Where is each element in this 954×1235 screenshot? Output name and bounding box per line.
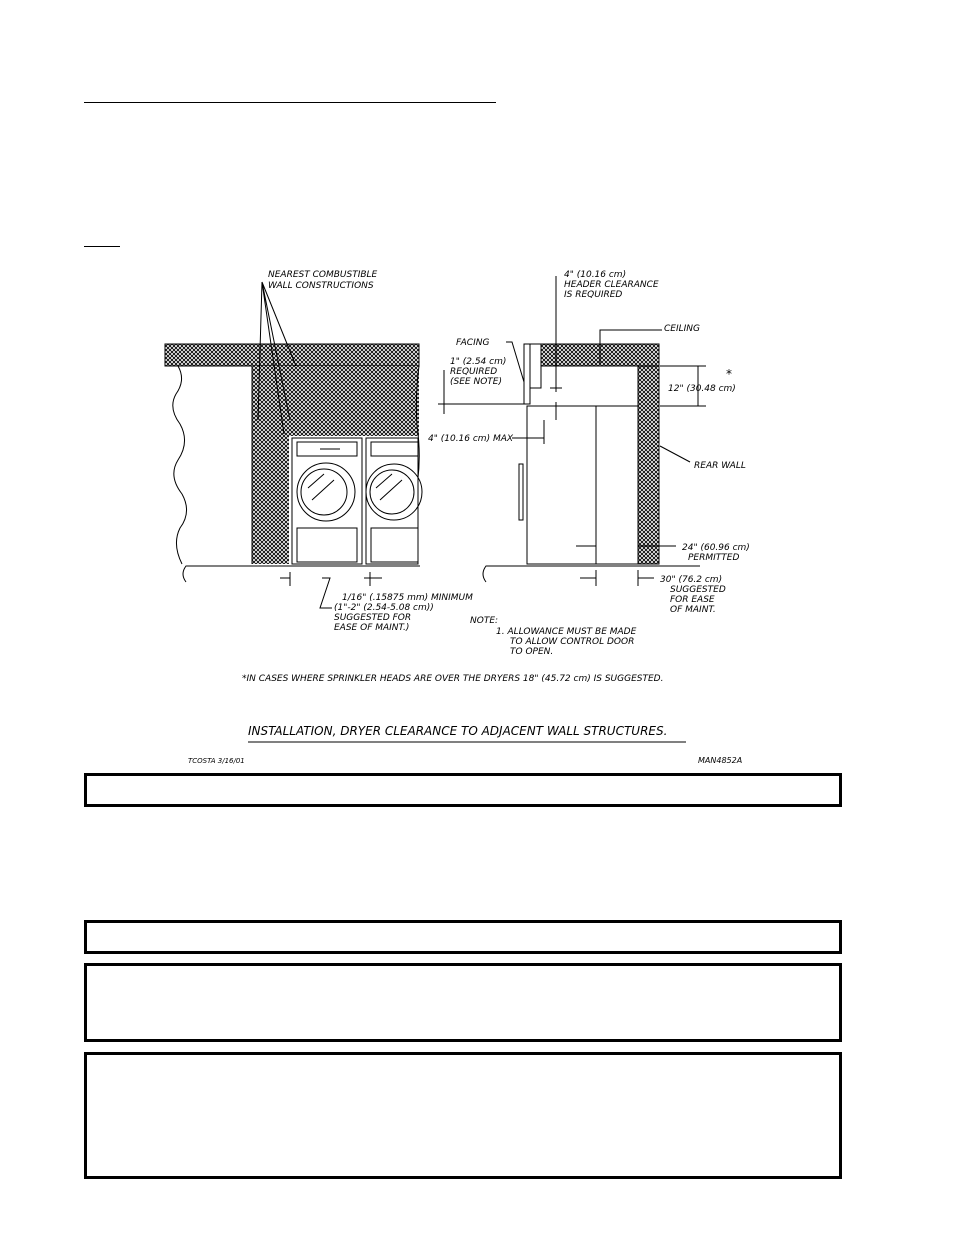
label-permitted-1: 24" (60.96 cm) [682,543,750,553]
empty-box-3 [84,963,842,1042]
facing-panel [524,344,530,404]
label-ceiling: CEILING [664,324,700,334]
header-block [530,344,541,388]
label-code: MAN4852A [698,756,743,765]
label-suggested-1: 30" (76.2 cm) [660,575,723,585]
label-note-3: TO ALLOW CONTROL DOOR [510,637,635,647]
front-view [165,282,422,608]
label-facing: FACING [456,338,490,348]
label-header-3: IS REQUIRED [564,290,623,300]
facing-leader [506,342,524,382]
label-note-1: NOTE: [470,616,499,626]
empty-box-4 [84,1052,842,1179]
label-note-2: 1. ALLOWANCE MUST BE MADE [496,627,637,637]
label-suggested-3: FOR EASE [670,595,715,605]
label-rear-wall: REAR WALL [694,461,746,471]
empty-box-2 [84,920,842,954]
label-minimum-1: 1/16" (.15875 mm) MINIMUM [342,593,473,603]
drawing-title: INSTALLATION, DRYER CLEARANCE TO ADJACENT WALL STRUCTURES. [248,724,668,738]
label-header-2: HEADER CLEARANCE [564,280,659,290]
label-suggested-4: OF MAINT. [670,605,716,615]
side-view [438,276,706,586]
label-suggested-2: SUGGESTED [670,585,726,595]
label-author: TCOSTA 3/16/01 [188,757,245,765]
label-required-1: 1" (2.54 cm) [450,357,507,367]
label-minimum-3: SUGGESTED FOR [334,613,412,623]
label-header-1: 4" (10.16 cm) [564,270,627,280]
label-permitted-2: PERMITTED [688,553,740,563]
rear-wall-leader [660,446,690,462]
dryer-unit-1 [292,438,362,564]
label-minimum-2: (1"-2" (2.54-5.08 cm)) [334,603,434,613]
control-door [519,464,523,520]
floor-line-left [183,566,420,582]
label-minimum-4: EASE OF MAINT.) [334,623,410,633]
rear-wall-hatch [638,366,659,564]
label-sprinkler: *IN CASES WHERE SPRINKLER HEADS ARE OVER THE DRYERS 18" (45.72 cm) IS SUGGESTED. [242,674,664,684]
label-required-2: REQUIRED [450,367,498,377]
label-nearest-2: WALL CONSTRUCTIONS [268,281,374,291]
label-twelve-inch: 12" (30.48 cm) [668,384,736,394]
suggested-dim [580,570,654,586]
label-required-3: (SEE NOTE) [450,377,502,387]
empty-box-1 [84,773,842,807]
dryer-unit-2 [366,438,422,564]
label-nearest-1: NEAREST COMBUSTIBLE [268,270,378,280]
wavy-break-left [173,366,187,564]
label-four-max: 4" (10.16 cm) MAX [428,434,514,444]
side-wall-hatch [252,436,289,564]
label-note-4: TO OPEN. [510,647,554,657]
wall-hatch-left [252,366,419,436]
label-asterisk: * [726,367,732,381]
